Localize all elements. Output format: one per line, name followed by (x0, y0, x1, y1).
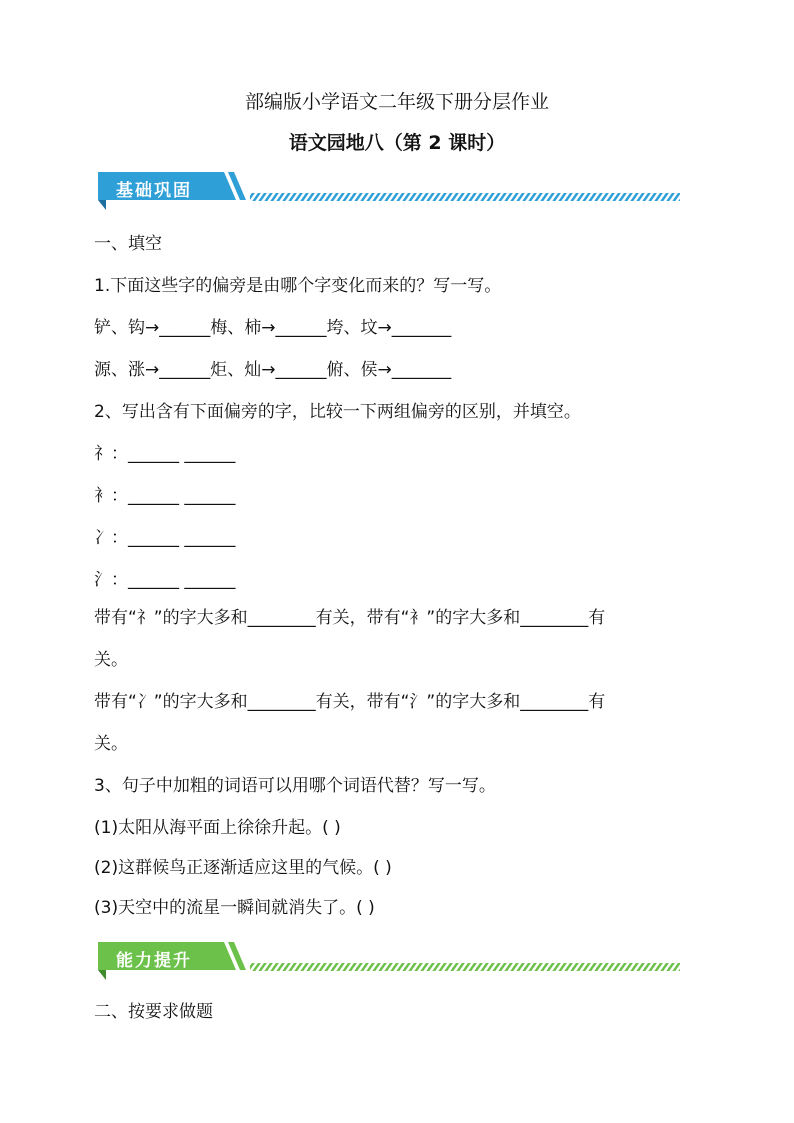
section-banner-basic (94, 170, 684, 210)
banner-basic-label: 基础巩固 (116, 181, 192, 201)
question-2-fill-1-end: 关。 (94, 650, 128, 670)
question-2-row-4: 氵：______ ______ (94, 570, 236, 590)
question-2-fill-1: 带有“礻”的字大多和________有关，带有“衤”的字大多和________有 (94, 608, 606, 628)
question-2-row-3: 冫：______ ______ (94, 528, 236, 548)
question-3-item-2: (2)这群候鸟正逐渐适应这里的气候。( ) (94, 858, 392, 878)
banner-advanced-label: 能力提升 (116, 951, 192, 971)
question-1-line-2: 源、涨→______炬、灿→______俯、侯→_______ (94, 360, 452, 380)
section2-heading: 二、按要求做题 (94, 1002, 213, 1022)
document-subtitle: 语文园地八（第 2 课时） (288, 132, 506, 154)
document-title: 部编版小学语文二年级下册分层作业 (244, 91, 549, 113)
question-2-row-1: 礻：______ ______ (94, 444, 236, 464)
question-3: 3、句子中加粗的词语可以用哪个词语代替？写一写。 (94, 776, 496, 796)
question-1-line-1: 铲、钩→______梅、柿→______垮、坟→_______ (94, 318, 452, 338)
question-3-item-3: (3)天空中的流星一瞬间就消失了。( ) (94, 898, 375, 918)
question-2: 2、写出含有下面偏旁的字，比较一下两组偏旁的区别，并填空。 (94, 402, 581, 422)
question-1: 1.下面这些字的偏旁是由哪个字变化而来的？写一写。 (94, 276, 502, 296)
question-2-fill-2: 带有“冫”的字大多和________有关，带有“氵”的字大多和________有 (94, 692, 606, 712)
question-3-item-1: (1)太阳从海平面上徐徐升起。( ) (94, 818, 341, 838)
section1-heading: 一、填空 (94, 234, 162, 254)
question-2-row-2: 衤：______ ______ (94, 486, 236, 506)
question-2-fill-2-end: 关。 (94, 734, 128, 754)
section-banner-advanced (94, 940, 684, 980)
